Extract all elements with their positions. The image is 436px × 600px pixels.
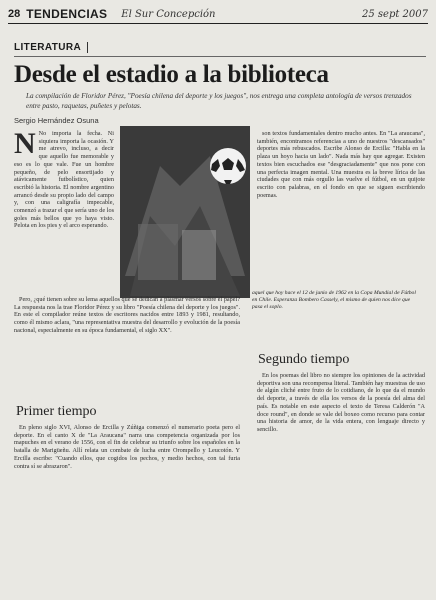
column-mid-tail (14, 296, 240, 400)
drop-cap: N (14, 130, 36, 160)
article-author: Sergio Hernández Osuna (14, 116, 99, 125)
column-right-text: son textos fundamentales dentro mucho antes. En "La araucana", también, encontramos referencias a uno de nuestros "descansados" deportes más rebuscados. Escribe Alonso de Ercilla: "Habla en la plaza un hoyo hacia un lado". Nada más hay que agregar. Existen textos bien escuchados ese "desgraciadamente" que nos pone con una perfecta imagen mental. Una muestra es la breve lírica de las ciudades que con más orgullo las vuelve el fútbol, en un quijote escrito con palabras, en el fondo en que se siguen escribiendo poemas. (257, 130, 425, 199)
column-bottom-left-text: En pleno siglo XVI, Alonso de Ercilla y Zúñiga comenzó el numerario poeta pero el deporte. En el canto X de "La Araucana" narra una competencia organizada por los mapuches en el verano de 1556, con el fin de celebrar su triunfo sobre los españoles en la batalla de Marigüeñu. Allí relata un combate de lucha entre Orompello y Leucotón. Y Ercilla escribe: "Cuando ellos, que cogidos los pechos, y medio hechos, con tal furia contra sí se abrazaron". (14, 424, 240, 470)
column-bottom-left (14, 424, 240, 594)
subhead-segundo-tiempo: Segundo tiempo (258, 352, 350, 367)
article-title: Desde el estadio a la biblioteca (14, 61, 329, 88)
page-number: 28 (8, 8, 21, 20)
subhead-primer-tiempo: Primer tiempo (16, 404, 97, 419)
section-name: TENDENCIAS (26, 7, 108, 21)
column-left-text: No importa la fecha. Ni siquiera importa la ocasión. Y me atrevo, incluso, a decir que aquello fue memorable y eso es lo que vale. Fue un hombre pequeño, de pelo ensortijado y atávicamente futbolístico, quien escribió la historia. El nombre argentino arrancó desde su propio lado del campo y, con una caligrafía impecable, comenzó a trazar el que sería uno de los goles más bellos que yo haya visto. Pelota en los pies y el arco esperando. (14, 130, 114, 230)
column-mid-tail-text: Pero, ¿qué tienen sobre su lema aquellos que se dedican a plasmar versos sobre el papel? La respuesta nos la trae Floridor Pérez y su libro "Poesía chilena del deporte y los juegos". En este el compilador reúne textos de escritores nacidos entre 1893 y 1981, resultando, como él mismo aclara, "una representativa muestra del desarrollo y evolución de la poesía nacional, especialmente en su época fundamental, el siglo XX". (14, 296, 240, 334)
column-right (257, 130, 425, 290)
handwritten-source: El Sur Concepción (121, 8, 216, 20)
handwritten-date: 25 sept 2007 (361, 8, 428, 20)
article-lead: La compilación de Floridor Pérez, "Poesía chilena del deporte y los juegos", nos entrega una completa antología de versos trenzados entre pasto, raquetas, puñetes y pelotas. (26, 92, 412, 110)
kicker-rule (14, 56, 426, 57)
column-left (14, 130, 114, 290)
page-header (8, 5, 428, 24)
article-photo (120, 126, 250, 298)
photo-caption: aquel que hoy hace el 12 de junio de 1962 en la Copa Mundial de Fútbol en Chile. Esperanza Bombero Cassely, el mismo de quien nos dice que pasa el soplo. (252, 290, 416, 310)
article-kicker: LITERATURA (14, 42, 88, 53)
column-bottom-right-text: En los poemas del libro no siempre los opiniones de la actividad deportiva son una recompensa literal. También hay muestras de uso de algún cliché entre fruto de lo cotidiano, de lo que da el mundo del deporte, a través de ella los versos de la poesía del alma del país. Es notable en este aspecto el texto de Teresa Calderón "A doce round", en donde se vale del boxeo como recurso para contar una historia de amor, de la vida entera, con lenguaje directo y sencillo. (257, 372, 425, 433)
column-bottom-right (257, 372, 425, 594)
